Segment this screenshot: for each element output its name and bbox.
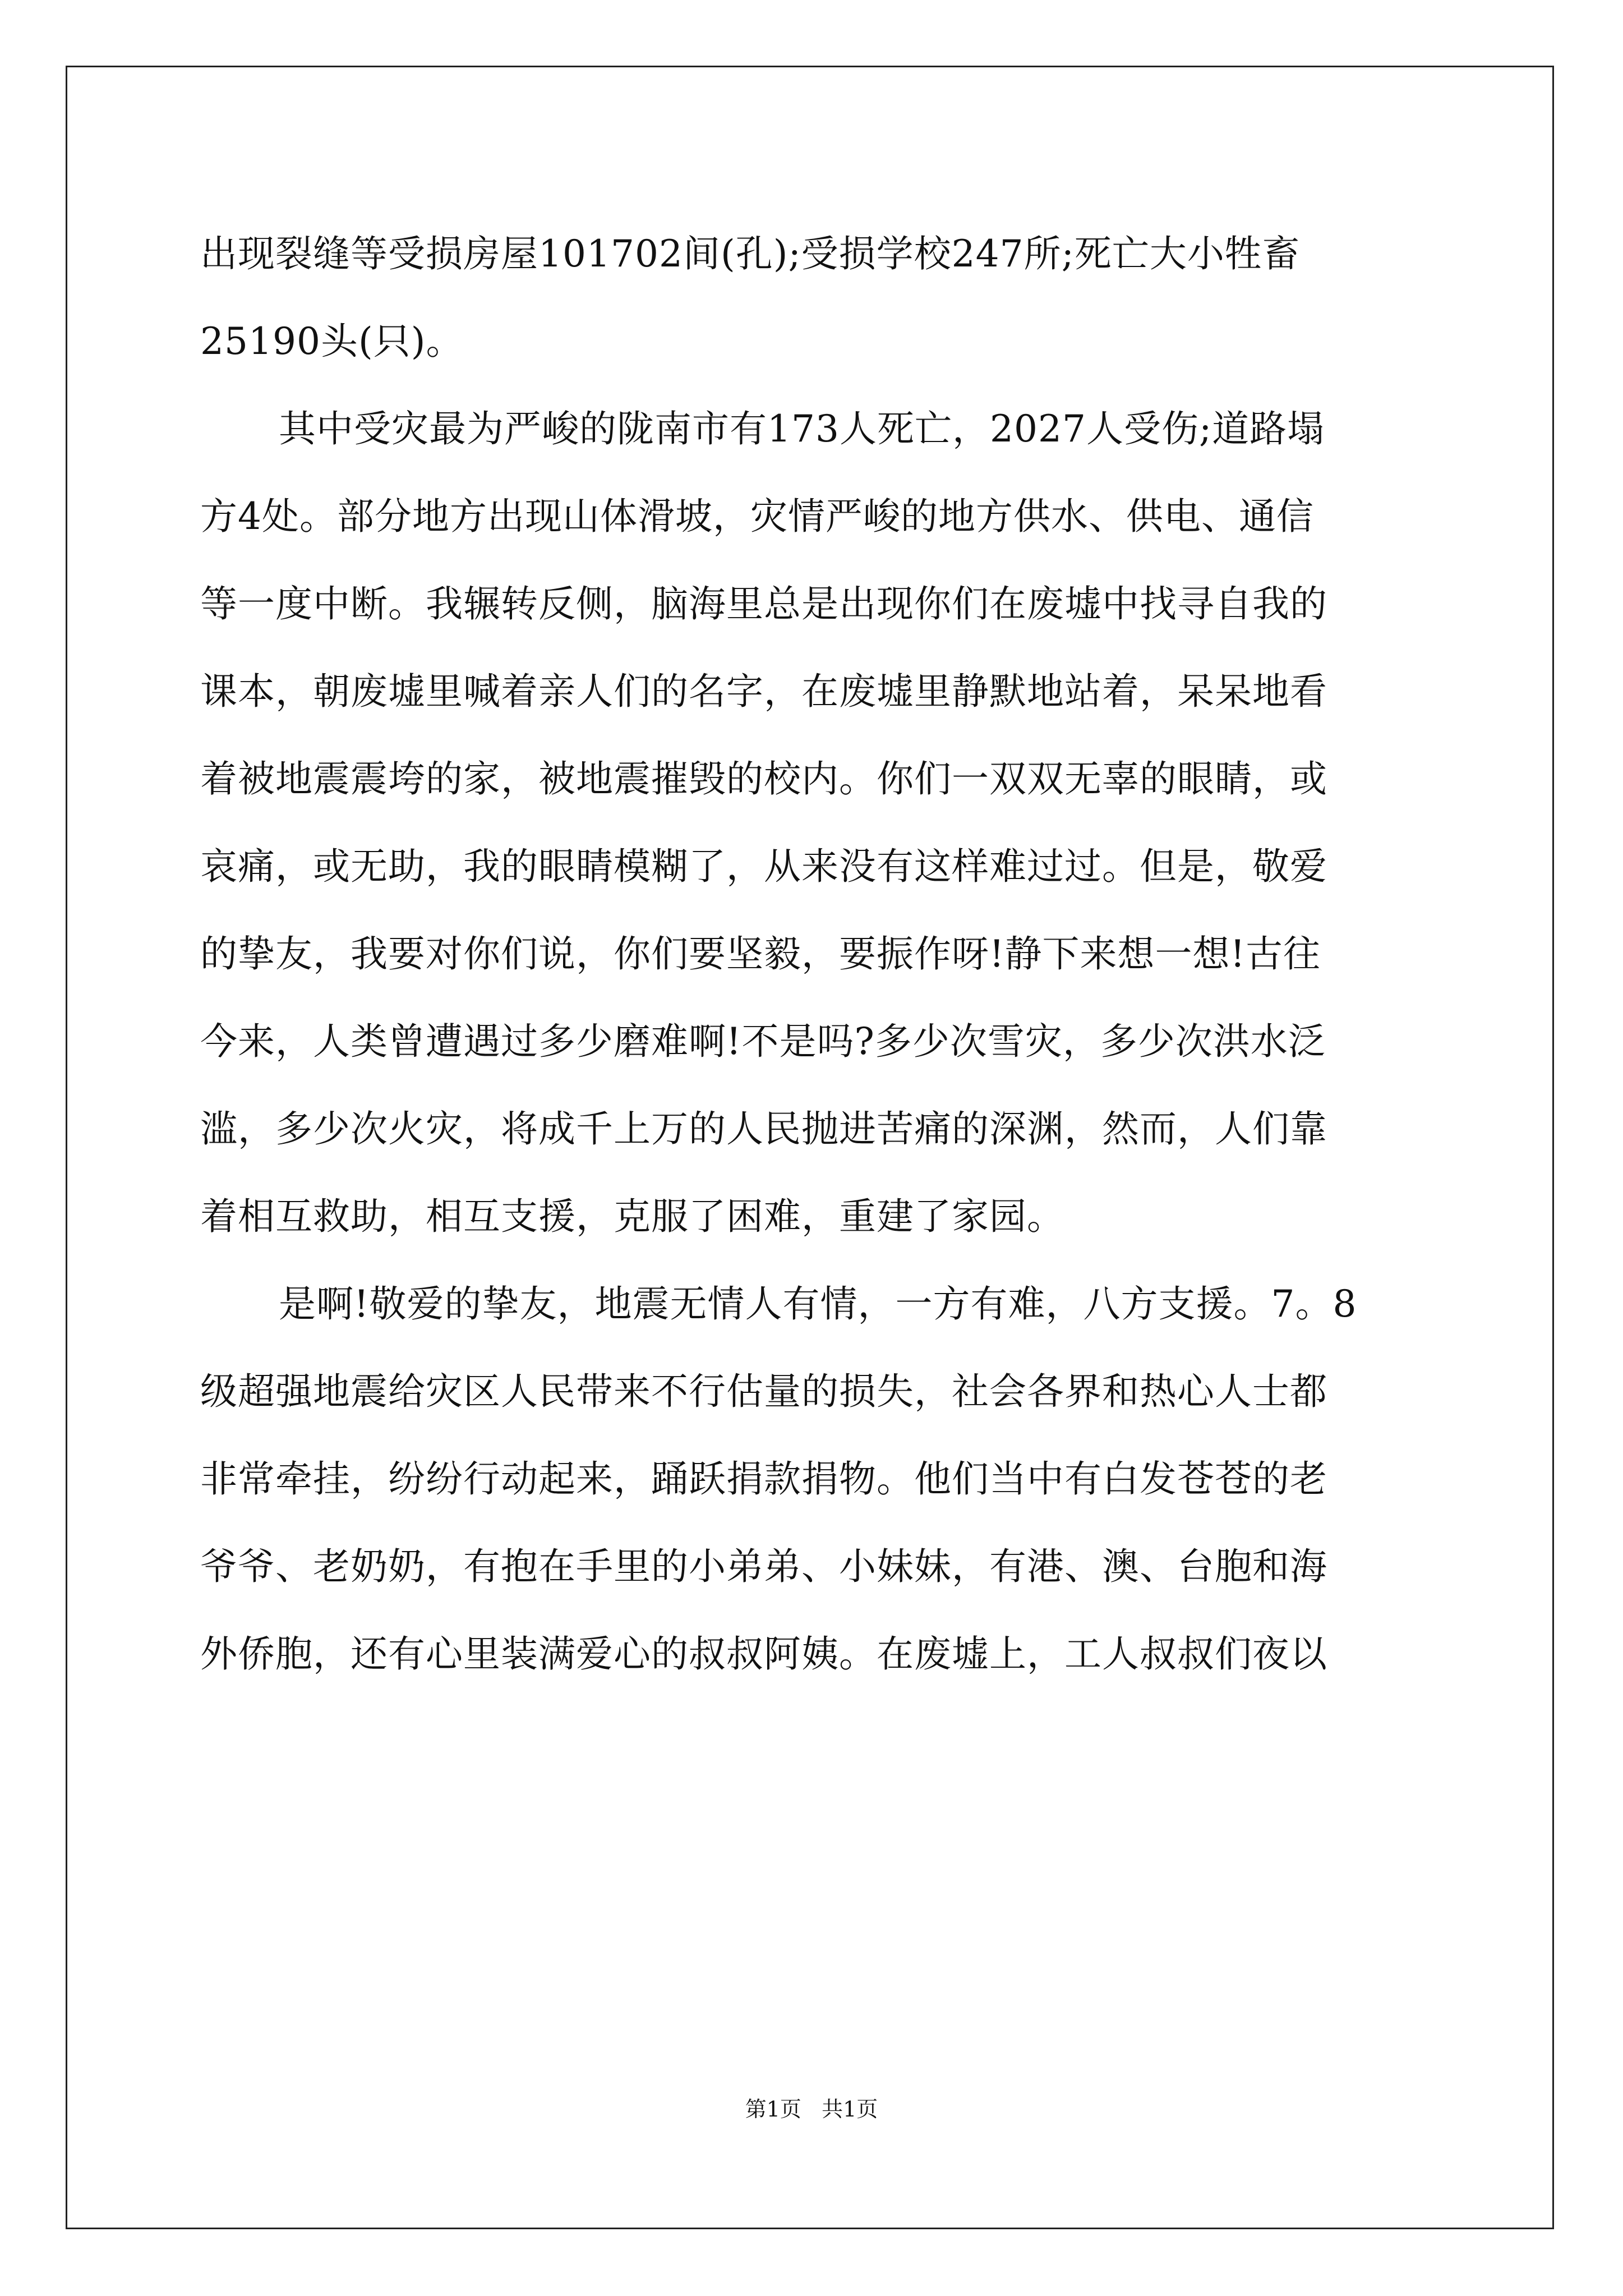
paragraph-start-line: 是啊!敬爱的挚友，地震无情人有情，一方有难，八方支援。7。8	[279, 1282, 1357, 1326]
document-body	[200, 210, 1434, 1698]
text-line: 课本，朝废墟里喊着亲人们的名字，在废墟里静默地站着，呆呆地看	[200, 670, 1327, 713]
paragraph-start-line: 其中受灾最为严峻的陇南市有173人死亡，2027人受伤;道路塌	[279, 407, 1325, 450]
text-line: 着相互救助，相互支援，克服了困难，重建了家园。	[200, 1195, 1064, 1238]
text-line: 滥，多少次火灾，将成千上万的人民抛进苦痛的深渊，然而，人们靠	[200, 1107, 1327, 1151]
text-line: 哀痛，或无助，我的眼睛模糊了，从来没有这样难过过。但是，敬爱	[200, 845, 1327, 888]
text-line: 着被地震震垮的家，被地震摧毁的校内。你们一双双无辜的眼睛，或	[200, 757, 1327, 800]
text-line: 等一度中断。我辗转反侧，脑海里总是出现你们在废墟中找寻自我的	[200, 582, 1327, 625]
text-line: 的挚友，我要对你们说，你们要坚毅，要振作呀!静下来想一想!古往	[200, 932, 1321, 976]
text-line: 今来，人类曾遭遇过多少磨难啊!不是吗?多少次雪灾，多少次洪水泛	[200, 1020, 1326, 1063]
text-line: 非常牵挂，纷纷行动起来，踊跃捐款捐物。他们当中有白发苍苍的老	[200, 1457, 1327, 1501]
text-line: 外侨胞，还有心里装满爱心的叔叔阿姨。在废墟上，工人叔叔们夜以	[200, 1632, 1327, 1676]
text-line: 爷爷、老奶奶，有抱在手里的小弟弟、小妹妹，有港、澳、台胞和海	[200, 1545, 1327, 1588]
page-number-footer: 第1页 共1页	[745, 2097, 878, 2122]
text-line: 25190头(只)。	[200, 320, 464, 363]
text-line: 级超强地震给灾区人民带来不行估量的损失，社会各界和热心人士都	[200, 1370, 1327, 1413]
text-line: 出现裂缝等受损房屋101702间(孔);受损学校247所;死亡大小牲畜	[200, 232, 1300, 275]
text-line: 方4处。部分地方出现山体滑坡，灾情严峻的地方供水、供电、通信	[200, 495, 1314, 538]
